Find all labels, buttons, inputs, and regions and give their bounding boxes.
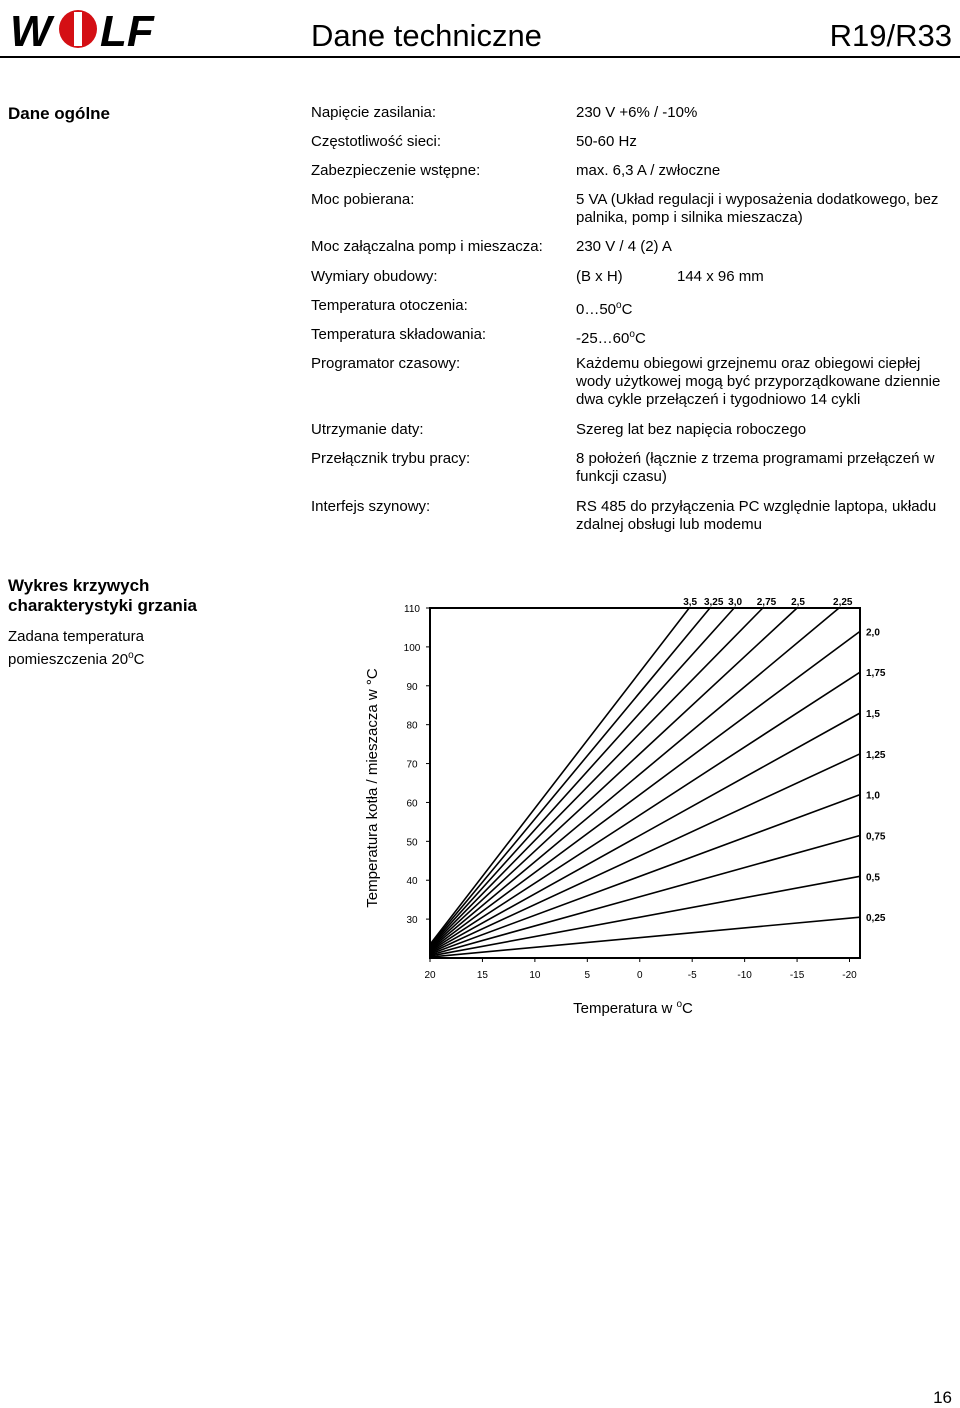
wolf-logo bbox=[8, 6, 164, 52]
curve-label-0,5: 0,5 bbox=[866, 872, 880, 884]
curve-label-1,5: 1,5 bbox=[866, 709, 880, 720]
chart-lines-layer bbox=[430, 608, 860, 957]
x-tick-label: -20 bbox=[842, 970, 857, 981]
curve-line-2,75 bbox=[430, 608, 763, 947]
x-tick-label: 10 bbox=[529, 970, 541, 981]
y-tick-label: 90 bbox=[406, 681, 418, 693]
y-tick-label: 100 bbox=[403, 642, 421, 654]
page-number: 16 bbox=[933, 1388, 952, 1407]
spec-value: -25…60$^o$C bbox=[576, 329, 646, 347]
y-tick-label: 30 bbox=[406, 915, 418, 927]
spec-label: Napięcie zasilania: bbox=[311, 104, 437, 121]
spec-value: 230 V / 4 (2) A bbox=[576, 238, 672, 255]
curve-label-1,75: 1,75 bbox=[866, 668, 886, 680]
spec-value: 8 położeń (łącznie z trzema programami przełączeń w funkcji czasu) bbox=[576, 450, 935, 485]
curve-line-3,25 bbox=[430, 608, 710, 945]
page-title: Dane techniczne bbox=[311, 18, 542, 53]
curve-label-3,5: 3,5 bbox=[683, 597, 698, 608]
x-tick-label: 0 bbox=[636, 970, 643, 981]
x-axis-label: Temperatura w $^o$C bbox=[573, 999, 693, 1017]
spec-value: 230 V +6% / -10% bbox=[576, 104, 698, 121]
svg-text:W: W bbox=[10, 7, 52, 52]
header-divider bbox=[0, 56, 960, 58]
spec-value-extra: 144 x 96 mm bbox=[677, 268, 764, 285]
spec-label: Moc załączalna pomp i mieszacza: bbox=[311, 238, 543, 255]
x-tick-label: -15 bbox=[789, 970, 805, 981]
x-tick-label: 20 bbox=[424, 970, 436, 981]
y-tick-label: 80 bbox=[406, 720, 418, 732]
spec-label: Zabezpieczenie wstępne: bbox=[311, 162, 481, 179]
x-tick-label: -5 bbox=[687, 970, 697, 981]
spec-value: max. 6,3 A / zwłoczne bbox=[576, 162, 721, 179]
x-tick-label: -10 bbox=[737, 970, 752, 981]
spec-value: Każdemu obiegowi grzejnemu oraz obiegowi ciepłej wody użytkowej mogą być przyporządkowane dziennie dwa cykle przełączeń i tygodniowo 14 cykli bbox=[576, 355, 941, 408]
svg-text:LF: LF bbox=[100, 7, 154, 52]
curve-line-3,0 bbox=[430, 608, 734, 946]
curve-label-2,25: 2,25 bbox=[833, 597, 853, 608]
y-axis-label: Temperatura kotła / mieszacza w °C bbox=[364, 668, 381, 908]
curve-line-2,0 bbox=[430, 631, 860, 950]
spec-value: 50-60 Hz bbox=[576, 133, 637, 150]
spec-label: Utrzymanie daty: bbox=[311, 421, 424, 438]
curve-label-0,25: 0,25 bbox=[866, 913, 886, 925]
spec-value: Szereg lat bez napięcia roboczego bbox=[576, 421, 807, 438]
curve-label-2,0: 2,0 bbox=[866, 627, 880, 639]
curve-label-1,25: 1,25 bbox=[866, 749, 886, 761]
spec-label: Temperatura składowania: bbox=[311, 326, 487, 343]
section-heading-curves: Wykres krzywych charakterystyki grzania bbox=[8, 576, 197, 615]
spec-value: (B x H) bbox=[576, 268, 623, 285]
curve-label-2,5: 2,5 bbox=[791, 597, 805, 608]
x-tick-label: 15 bbox=[476, 970, 489, 981]
spec-value: 5 VA (Układ regulacji i wyposażenia dodatkowego, bez palnika, pomp i silnika mieszacza) bbox=[576, 191, 939, 226]
curve-line-1,75 bbox=[430, 672, 860, 951]
y-tick-label: 70 bbox=[406, 759, 418, 771]
curve-label-0,75: 0,75 bbox=[866, 831, 886, 843]
spec-label: Wymiary obudowy: bbox=[311, 268, 438, 285]
spec-label: Programator czasowy: bbox=[311, 355, 461, 372]
y-tick-label: 40 bbox=[406, 876, 418, 888]
spec-label: Moc pobierana: bbox=[311, 191, 415, 208]
spec-label: Przełącznik trybu pracy: bbox=[311, 450, 471, 467]
spec-label: Temperatura otoczenia: bbox=[311, 297, 468, 314]
section-subheading: Zadana temperatura pomieszczenia 20$^o$C bbox=[8, 628, 145, 668]
spec-label: Interfejs szynowy: bbox=[311, 498, 431, 515]
spec-value: 0…50$^o$C bbox=[576, 300, 633, 318]
model-label: R19/R33 bbox=[829, 18, 952, 53]
y-tick-label: 60 bbox=[406, 798, 418, 810]
x-tick-label: 5 bbox=[584, 970, 591, 981]
spec-label: Częstotliwość sieci: bbox=[311, 133, 442, 150]
curve-label-1,0: 1,0 bbox=[866, 790, 880, 802]
curve-label-2,75: 2,75 bbox=[756, 597, 777, 608]
heating-curves-chart bbox=[340, 590, 910, 1030]
section-heading-general: Dane ogólne bbox=[8, 104, 111, 123]
spec-value: RS 485 do przyłączenia PC względnie laptopa, układu zdalnej obsługi lub modemu bbox=[576, 498, 937, 533]
curve-label-3,25: 3,25 bbox=[703, 597, 724, 608]
y-tick-label: 50 bbox=[406, 837, 418, 849]
curve-label-3,0: 3,0 bbox=[728, 597, 743, 608]
y-tick-label: 110 bbox=[404, 604, 420, 615]
chart-ticks-layer bbox=[404, 597, 886, 981]
